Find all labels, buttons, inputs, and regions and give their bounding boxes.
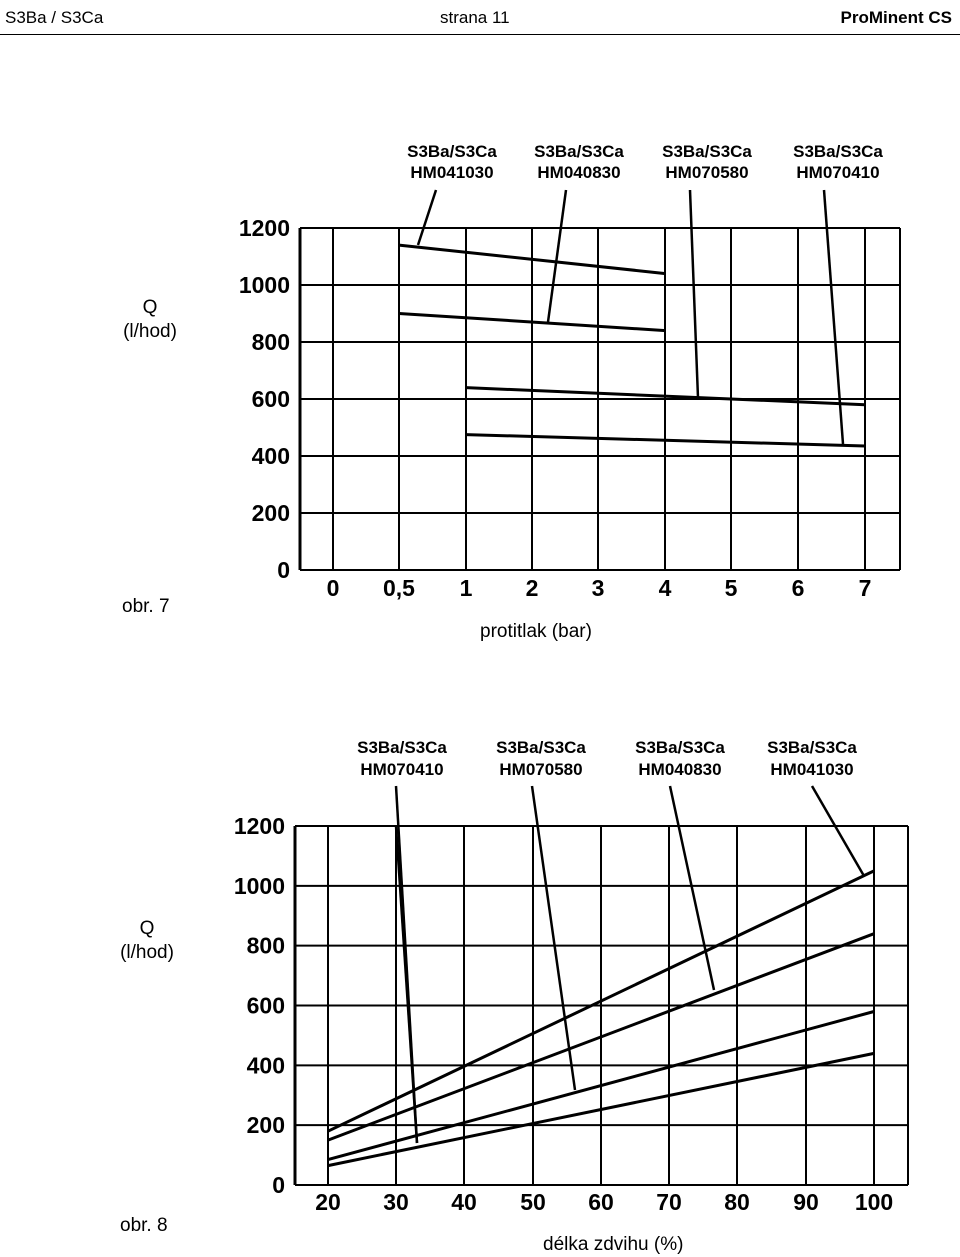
fig7-x-tick-label: 4 xyxy=(658,575,672,601)
fig8-callout-code-HM070580: HM070580 xyxy=(499,760,583,779)
fig7-y-tick-label: 800 xyxy=(251,329,290,355)
fig8-leader-line-HM070580 xyxy=(532,786,575,1090)
fig7-x-tick-label: 0,5 xyxy=(383,575,415,601)
fig8-y-tick-label: 1200 xyxy=(233,813,285,839)
fig8-callout-model-HM040830: S3Ba/S3Ca xyxy=(635,738,725,757)
fig8-callout-code-HM040830: HM040830 xyxy=(638,760,722,779)
fig8-y-label-unit: (l/hod) xyxy=(120,942,174,963)
fig8-y-tick-label: 800 xyxy=(246,932,285,959)
fig8-y-tick-label: 200 xyxy=(246,1112,285,1139)
fig8-callout-model-HM041030: S3Ba/S3Ca xyxy=(767,738,857,757)
fig7-leader-line-HM041030 xyxy=(418,190,436,245)
fig7-x-tick-label: 0 xyxy=(326,575,340,601)
fig8-x-axis-title: délka zdvihu (%) xyxy=(543,1234,684,1255)
fig7-leader-line-HM070580 xyxy=(690,190,698,398)
fig8-x-tick-label: 20 xyxy=(315,1189,341,1215)
fig8-callout-code-HM070410: HM070410 xyxy=(360,760,444,779)
fig8-leader-hook-HM070410 xyxy=(396,826,417,1143)
fig7-callout-model-HM070580: S3Ba/S3Ca xyxy=(662,142,752,161)
fig7-y-tick-label: 400 xyxy=(251,443,290,469)
fig7-x-tick-label: 1 xyxy=(459,575,473,601)
fig7-y-tick-label: 200 xyxy=(251,500,290,526)
fig7-x-tick-label: 2 xyxy=(525,575,539,601)
fig8-callout-model-HM070410: S3Ba/S3Ca xyxy=(357,738,447,757)
fig7-callout-code-HM070410: HM070410 xyxy=(796,163,880,182)
fig7-leader-line-HM040830 xyxy=(548,190,566,322)
fig7-y-tick-label: 1200 xyxy=(238,215,290,241)
fig7-callout-code-HM040830: HM040830 xyxy=(537,163,621,182)
fig7-y-tick-label: 0 xyxy=(277,557,290,583)
fig7-caption: obr. 7 xyxy=(122,596,170,617)
fig8-y-tick-label: 0 xyxy=(272,1172,285,1198)
fig8-x-tick-label: 100 xyxy=(854,1189,894,1215)
fig8-leader-line-HM041030 xyxy=(812,786,864,876)
fig8-callout-code-HM041030: HM041030 xyxy=(770,760,854,779)
fig8-leader-line-HM040830 xyxy=(670,786,714,990)
fig8-x-tick-label: 80 xyxy=(724,1189,750,1215)
fig8-y-tick-label: 600 xyxy=(246,992,285,1019)
fig8-y-tick-label: 400 xyxy=(246,1052,285,1079)
fig7-x-tick-label: 6 xyxy=(791,575,805,601)
fig8-x-tick-label: 40 xyxy=(451,1189,477,1215)
fig7-callout-code-HM070580: HM070580 xyxy=(665,163,749,182)
fig8-y-tick-label: 1000 xyxy=(233,872,285,899)
fig7-y-tick-label: 1000 xyxy=(238,272,290,298)
header-brand: ProMinent CS xyxy=(840,8,952,27)
fig7-x-axis-title: protitlak (bar) xyxy=(480,621,592,642)
fig8-x-tick-label: 50 xyxy=(520,1189,546,1215)
fig7-y-label-unit: (l/hod) xyxy=(123,321,177,342)
header-page-number: strana 11 xyxy=(440,8,510,27)
fig8-callout-model-HM070580: S3Ba/S3Ca xyxy=(496,738,586,757)
fig8-y-label-q: Q xyxy=(139,918,155,939)
fig7-x-tick-label: 3 xyxy=(591,575,605,601)
fig7-x-tick-label: 5 xyxy=(724,575,738,601)
fig8-x-tick-label: 90 xyxy=(793,1189,819,1215)
fig8-x-tick-label: 70 xyxy=(656,1189,682,1215)
fig7-callout-model-HM070410: S3Ba/S3Ca xyxy=(793,142,883,161)
fig7-y-label-q: Q xyxy=(142,297,158,318)
fig7-y-tick-label: 600 xyxy=(251,386,290,412)
fig7-callout-model-HM041030: S3Ba/S3Ca xyxy=(407,142,497,161)
fig7-callout-code-HM041030: HM041030 xyxy=(410,163,494,182)
fig8-x-tick-label: 30 xyxy=(383,1189,409,1215)
header-model: S3Ba / S3Ca xyxy=(5,8,104,27)
fig8-caption: obr. 8 xyxy=(120,1215,168,1236)
fig8-x-tick-label: 60 xyxy=(588,1189,614,1215)
fig7-callout-model-HM040830: S3Ba/S3Ca xyxy=(534,142,624,161)
fig7-x-tick-label: 7 xyxy=(858,575,872,601)
